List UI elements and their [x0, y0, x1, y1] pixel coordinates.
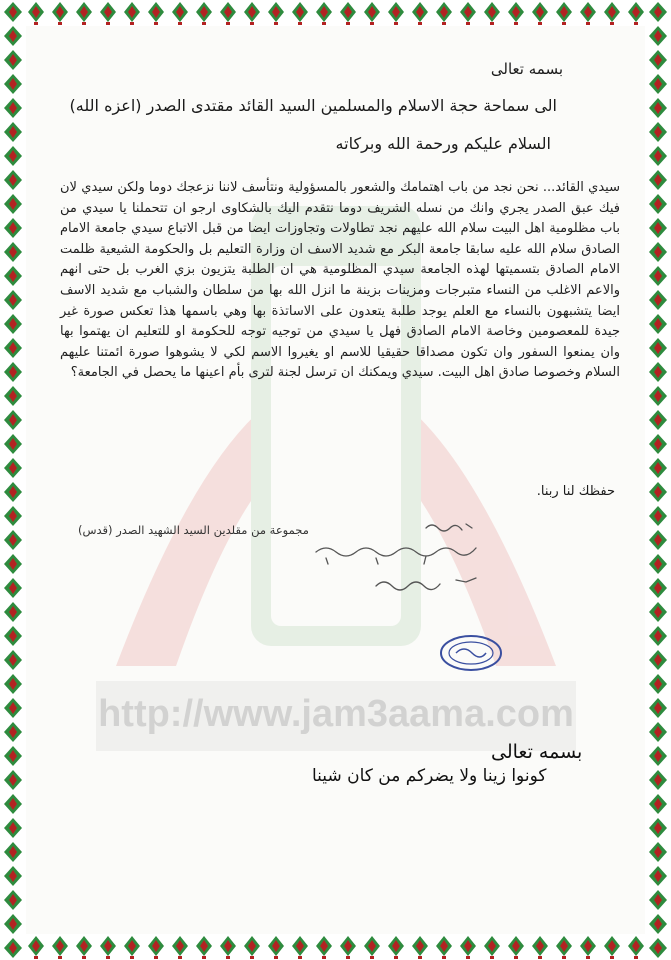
- letter-signature: مجموعة من مقلدين السيد الشهيد الصدر (قدس): [78, 523, 309, 537]
- handwritten-reply-image: [306, 516, 496, 594]
- letter-closing: حفظك لنا ربنا.: [536, 484, 615, 499]
- letter-sheet: [26, 26, 645, 934]
- ornamental-border-top: [0, 0, 671, 26]
- ornamental-border-right: [645, 0, 671, 960]
- reply-line-1: بسمه تعالى: [491, 741, 583, 763]
- ornamental-border-bottom: [0, 934, 671, 960]
- ornamental-border-left: [0, 0, 26, 960]
- letter-opening: بسمه تعالى: [490, 60, 563, 78]
- watermark-url: http://www.jam3aama.com: [98, 693, 574, 735]
- reply-line-2: كونوا زينا ولا يضركم من كان شينا: [312, 766, 547, 786]
- letter-body: سيدي القائد... نحن نجد من باب اهتمامك والشعور بالمسؤولية ونتأسف لاننا نزعجك دوما ولكن سيدي لان فيك عبق الصدر يجري وانك من نسله الشريف دوما نتقدم اليك بالشكاوى ارجو ان تتحملنا يا سيدي من باب مظلومية اهل البيت سلام الله عليهم نجد تطاولات وتجاوزات ايضا من قبل الاتباع سيدي جامعة الامام الصادق سلام الله عليه سابقا جامعة البكر مع شديد الاسف ان وزارة التعليم بل والحكومة الشيعية ظلمت الامام الصادق بتسميتها لهذه الجامعة سيدي المظلومية هي ان الطلبة يتزيون بزي الغرب بل حتى انهم والاعم الاغلب من النساء متبرجات ومزينات بزينة ما انزل الله بها من سلطان والشباب مع شديد الاسف ايضا يتشبهون بالنساء مع العلم يوجد طلبة يتعدون على الاساتذة بها وهي باسمها هذا تعكس صورة غير جيدة للمعصومين وخاصة الامام الصادق فهل يا سيدي من توجيه توجه للحكومة او للتعليم ان يهتموا بها وان يمنعوا السفور وان تكون مصداقا حقيقيا للاسم او يغيروا الاسم لكي لا يشوهوا صورة ائمتنا عليهم السلام وخصوصا صادق اهل البيت. سيدي ويمكنك ان ترسل لجنة لترى بأم اعينها ما يحصل في الجامعة؟: [60, 180, 620, 381]
- official-stamp-icon: [438, 633, 504, 673]
- letter-addressee: الى سماحة حجة الاسلام والمسلمين السيد القائد مقتدى الصدر (اعزه الله): [69, 96, 557, 115]
- letter-greeting: السلام عليكم ورحمة الله وبركاته: [335, 134, 551, 153]
- letter-content: [26, 26, 645, 934]
